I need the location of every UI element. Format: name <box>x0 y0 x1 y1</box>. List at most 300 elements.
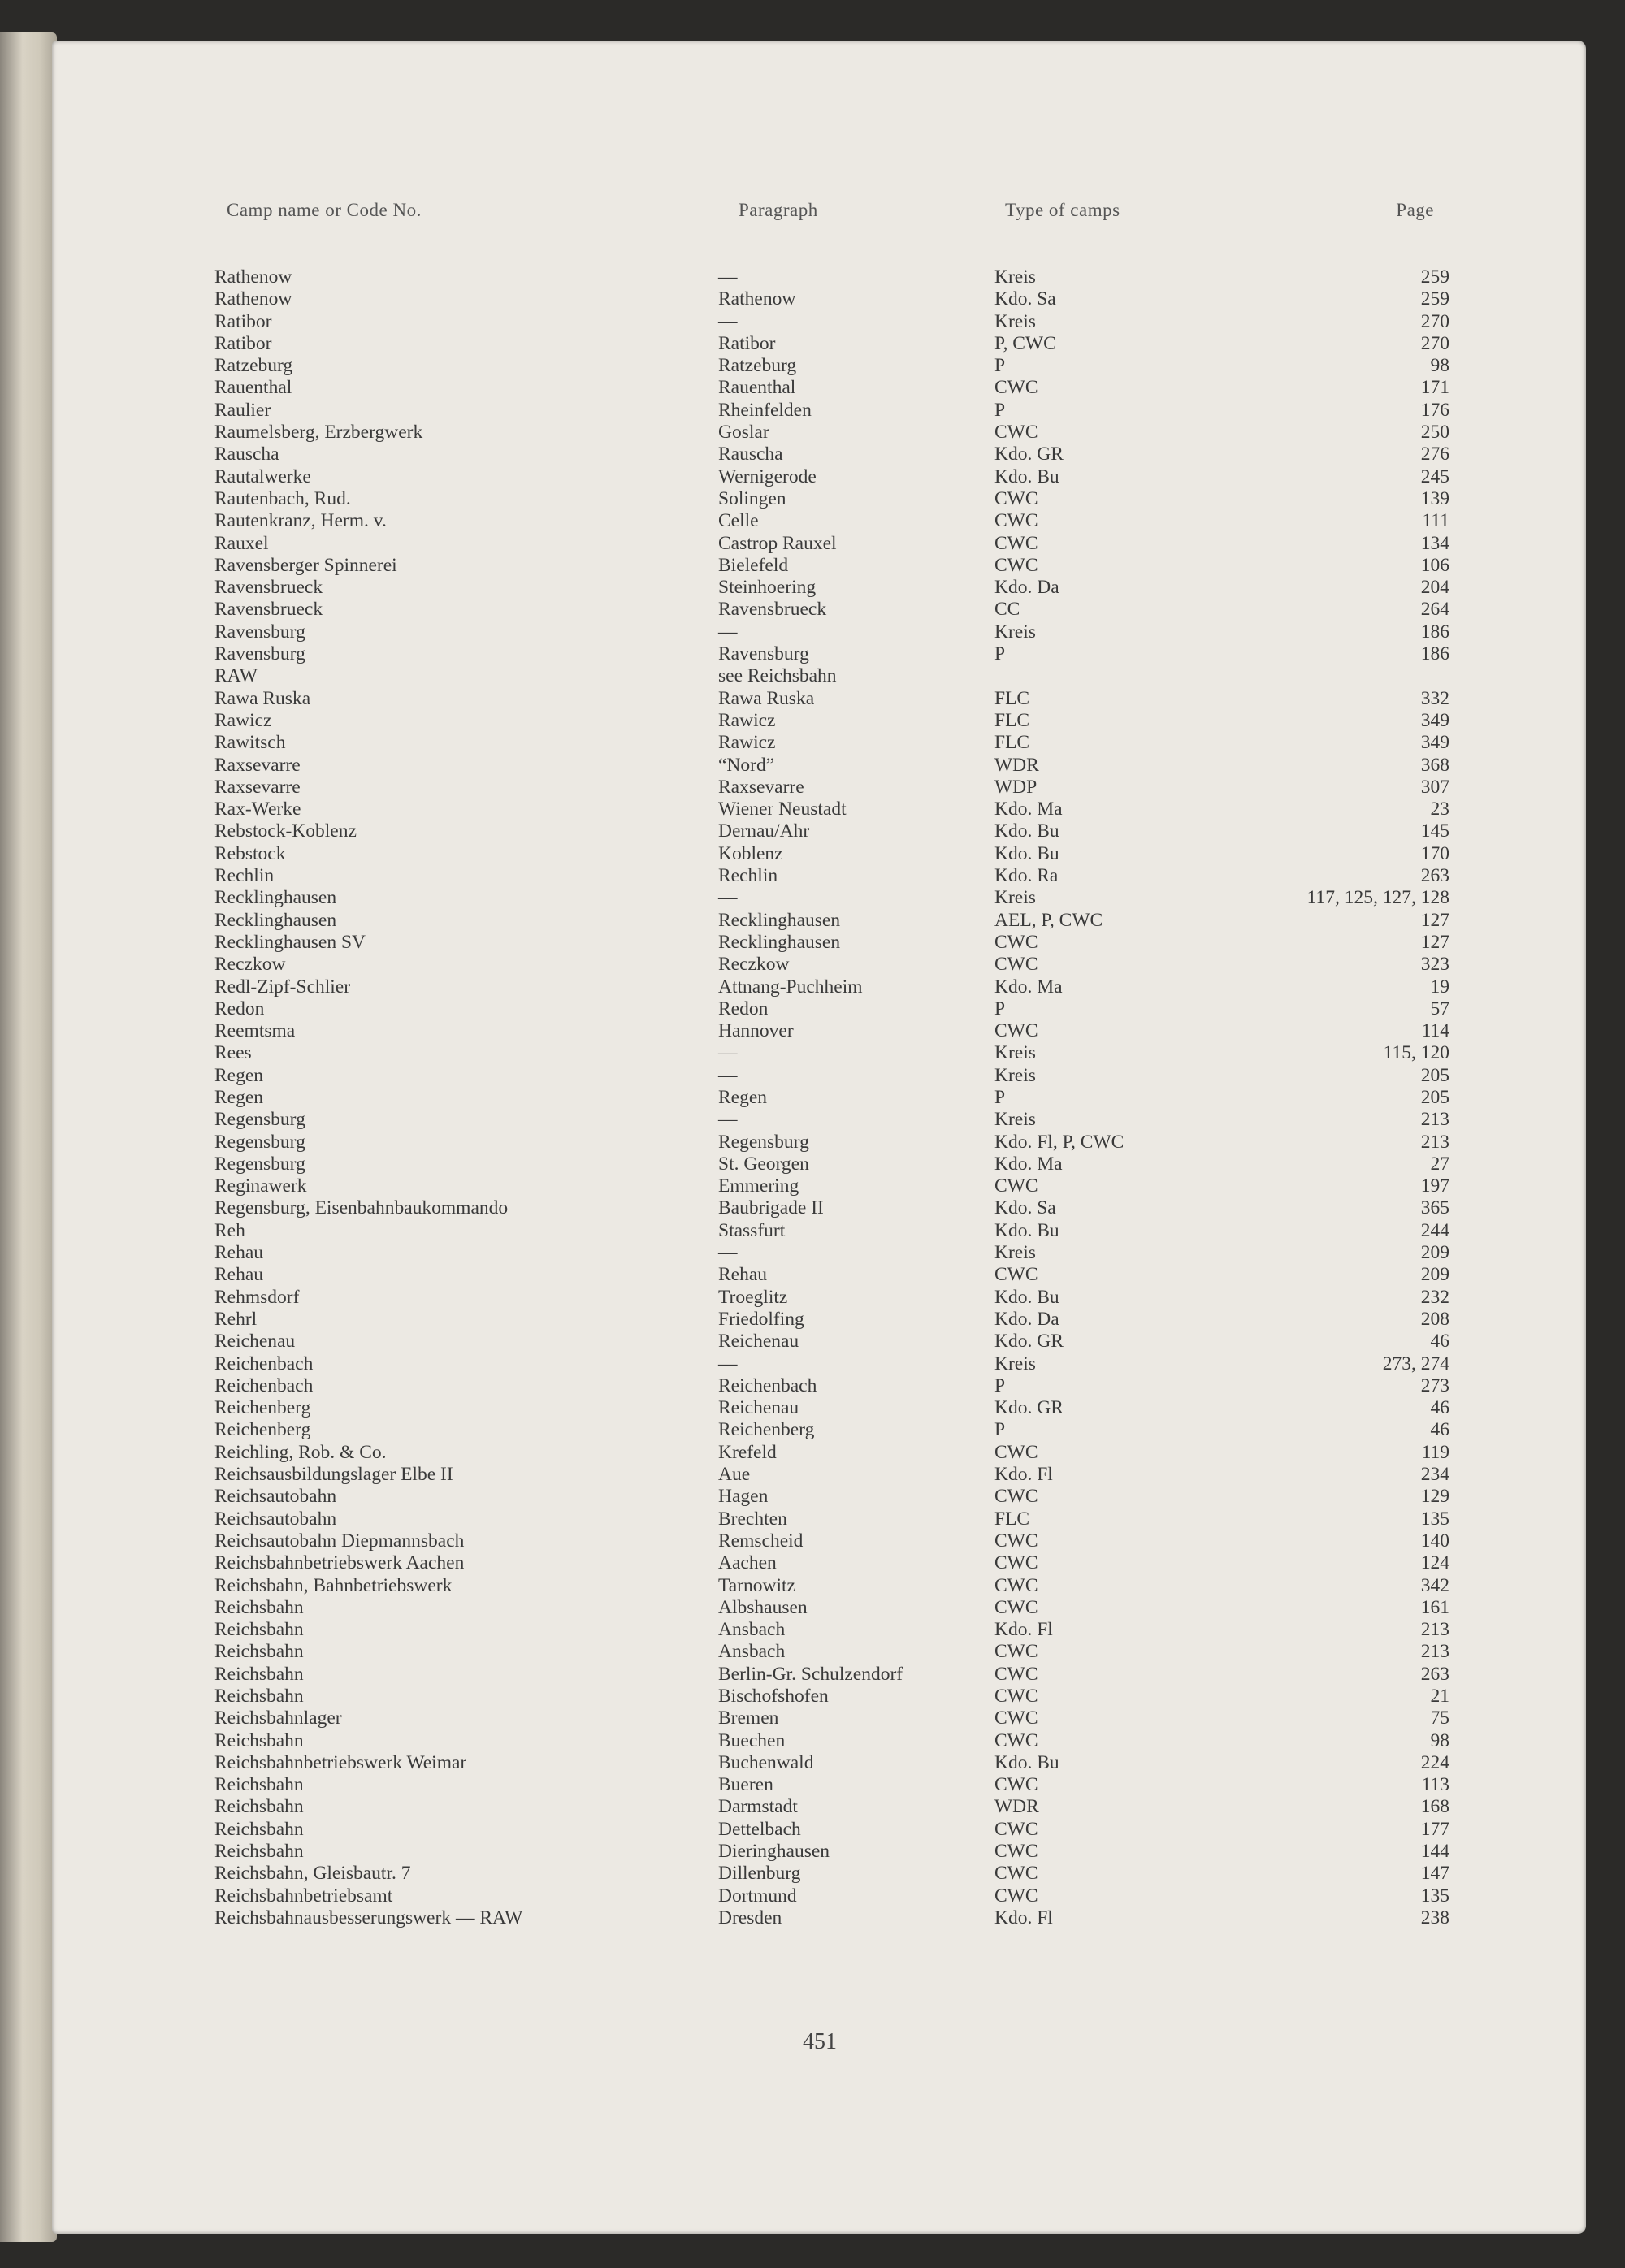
camp-name-cell: Regensburg, Eisenbahnbaukommando <box>214 1197 509 1219</box>
camp-type-cell: P, CWC <box>994 332 1056 354</box>
camp-name-cell: Rautenbach, Rud. <box>214 487 351 509</box>
camp-name-cell: Regen <box>214 1064 264 1086</box>
camp-type-cell: Kreis <box>994 887 1036 909</box>
page-ref-cell: 176 <box>1420 399 1450 421</box>
camp-type-cell: Kreis <box>994 310 1036 332</box>
book-edge <box>0 32 57 2242</box>
camp-name-cell: Rehrl <box>214 1308 258 1330</box>
camp-name-cell: Ravensburg <box>214 621 306 643</box>
camp-name-cell: Raxsevarre <box>214 754 301 776</box>
camp-type-cell: FLC <box>994 687 1030 709</box>
paragraph-cell: Rawicz <box>718 709 776 731</box>
table-row <box>214 377 1450 399</box>
paragraph-cell: Dernau/Ahr <box>718 820 810 842</box>
page-ref-cell: 209 <box>1420 1264 1450 1286</box>
camp-type-cell: Kdo. Bu <box>994 1219 1060 1241</box>
camp-name-cell: Reichsbahn <box>214 1796 304 1818</box>
camp-name-cell: Raumelsberg, Erzbergwerk <box>214 422 423 444</box>
camp-name-cell: Rathenow <box>214 266 292 288</box>
index-table <box>214 266 1450 1929</box>
paragraph-cell: Reichenbach <box>718 1374 817 1396</box>
page-ref-cell: 127 <box>1420 931 1450 953</box>
table-row <box>214 1575 1450 1597</box>
camp-type-cell: CWC <box>994 1574 1038 1596</box>
page-ref-cell: 270 <box>1420 332 1450 354</box>
camp-name-cell: Reichenberg <box>214 1419 311 1441</box>
camp-type-cell: CWC <box>994 1686 1038 1707</box>
page-ref-cell: 213 <box>1420 1109 1450 1131</box>
paragraph-cell: Steinhoering <box>718 577 817 599</box>
table-row <box>214 1907 1450 1929</box>
camp-type-cell: CWC <box>994 1885 1038 1907</box>
page-ref-cell: 177 <box>1420 1818 1450 1840</box>
paragraph-cell: Berlin-Gr. Schulzendorf <box>718 1663 904 1685</box>
camp-type-cell: CWC <box>994 1596 1038 1618</box>
table-row <box>214 643 1450 665</box>
camp-name-cell: Reichsbahnausbesserungswerk — RAW <box>214 1907 523 1928</box>
paragraph-cell: Emmering <box>718 1175 800 1197</box>
camp-name-cell: Reichenbach <box>214 1374 314 1396</box>
camp-type-cell: Kreis <box>994 1042 1036 1064</box>
paragraph-cell: Attnang-Puchheim <box>718 976 863 998</box>
camp-type-cell: FLC <box>994 709 1030 731</box>
table-row <box>214 1065 1450 1087</box>
table-row <box>214 1819 1450 1841</box>
page-ref-cell: 270 <box>1420 310 1450 332</box>
page-ref-cell: 263 <box>1420 1663 1450 1685</box>
camp-name-cell: Reichsbahn <box>214 1596 304 1618</box>
page-ref-cell: 368 <box>1420 754 1450 776</box>
table-row <box>214 1197 1450 1219</box>
camp-type-cell: Kdo. Ma <box>994 1153 1063 1175</box>
page-ref-cell: 250 <box>1420 422 1450 444</box>
paragraph-cell: St. Georgen <box>718 1153 809 1175</box>
paragraph-cell: Recklinghausen <box>718 931 841 953</box>
camp-name-cell: Reichsbahnbetriebswerk Aachen <box>214 1552 465 1574</box>
page-ref-cell: 98 <box>1430 355 1450 377</box>
camp-type-cell: CWC <box>994 1729 1038 1751</box>
camp-type-cell: CWC <box>994 1264 1038 1286</box>
paragraph-cell: — <box>718 310 738 332</box>
camp-name-cell: Reginawerk <box>214 1175 307 1197</box>
paragraph-cell: Aachen <box>718 1552 777 1574</box>
paragraph-cell: Rauscha <box>718 444 783 465</box>
camp-type-cell: Kdo. Bu <box>994 1286 1060 1308</box>
camp-name-cell: Reichsbahnlager <box>214 1707 342 1729</box>
camp-name-cell: Reichsbahn <box>214 1686 304 1707</box>
table-row <box>214 1707 1450 1729</box>
page-ref-cell: 232 <box>1420 1286 1450 1308</box>
camp-type-cell: CWC <box>994 532 1038 554</box>
camp-type-cell: Kreis <box>994 1242 1036 1264</box>
camp-name-cell: Reichsbahn <box>214 1619 304 1641</box>
table-row <box>214 1397 1450 1419</box>
page-ref-cell: 332 <box>1420 687 1450 709</box>
paragraph-cell: — <box>718 887 738 909</box>
table-row <box>214 333 1450 355</box>
page-ref-cell: 213 <box>1420 1619 1450 1641</box>
table-row <box>214 755 1450 777</box>
camp-type-cell: P <box>994 355 1006 377</box>
paragraph-cell: Darmstadt <box>718 1796 798 1818</box>
camp-type-cell: CWC <box>994 1818 1038 1840</box>
table-row <box>214 1109 1450 1131</box>
table-row <box>214 932 1450 954</box>
table-row <box>214 910 1450 932</box>
paragraph-cell: Rheinfelden <box>718 399 812 421</box>
page-ref-cell: 140 <box>1420 1530 1450 1552</box>
paragraph-cell: — <box>718 621 738 643</box>
page-number: 451 <box>803 2029 837 2054</box>
table-row <box>214 710 1450 732</box>
camp-name-cell: Raxsevarre <box>214 776 301 798</box>
camp-name-cell: Reczkow <box>214 954 286 976</box>
camp-name-cell: Rehau <box>214 1242 264 1264</box>
camp-type-cell: FLC <box>994 1508 1030 1530</box>
paragraph-cell: Buchenwald <box>718 1751 814 1773</box>
camp-name-cell: Rautenkranz, Herm. v. <box>214 510 387 532</box>
page-ref-cell: 98 <box>1430 1729 1450 1751</box>
table-row <box>214 1885 1450 1907</box>
camp-name-cell: Reichling, Rob. & Co. <box>214 1441 387 1463</box>
paragraph-cell: Dettelbach <box>718 1818 801 1840</box>
paragraph-cell: Wiener Neustadt <box>718 799 847 820</box>
table-row <box>214 820 1450 842</box>
paragraph-cell: — <box>718 1242 738 1264</box>
page-ref-cell: 205 <box>1420 1064 1450 1086</box>
paragraph-cell: Reichenberg <box>718 1419 815 1441</box>
camp-name-cell: Regen <box>214 1086 264 1108</box>
page-ref-cell: 186 <box>1420 643 1450 665</box>
page-ref-cell: 135 <box>1420 1885 1450 1907</box>
paragraph-cell: Tarnowitz <box>718 1574 795 1596</box>
table-row <box>214 1841 1450 1863</box>
table-row <box>214 1242 1450 1264</box>
paragraph-cell: Hannover <box>718 1020 794 1042</box>
camp-type-cell: Kdo. Sa <box>994 288 1056 310</box>
camp-type-cell: P <box>994 1419 1006 1441</box>
table-row <box>214 422 1450 444</box>
camp-name-cell: Reichsbahn <box>214 1774 304 1796</box>
page-ref-cell: 145 <box>1420 820 1450 842</box>
table-row <box>214 1664 1450 1686</box>
page-ref-cell: 245 <box>1420 465 1450 487</box>
camp-type-cell: Kdo. Ma <box>994 799 1063 820</box>
page-ref-cell: 171 <box>1420 377 1450 399</box>
page-ref-cell: 205 <box>1420 1086 1450 1108</box>
camp-type-cell: Kdo. Bu <box>994 842 1060 864</box>
paragraph-cell: Redon <box>718 998 769 1019</box>
table-row <box>214 1730 1450 1752</box>
camp-name-cell: Ratzeburg <box>214 355 293 377</box>
camp-name-cell: Rathenow <box>214 288 292 310</box>
table-row <box>214 1774 1450 1796</box>
camp-name-cell: Rautalwerke <box>214 465 311 487</box>
page-ref-cell: 119 <box>1421 1441 1450 1463</box>
camp-type-cell: Kdo. Fl <box>994 1907 1053 1928</box>
table-row <box>214 555 1450 577</box>
camp-type-cell: Kdo. Da <box>994 1308 1060 1330</box>
paragraph-cell: Stassfurt <box>718 1219 786 1241</box>
page-ref-cell: 124 <box>1420 1552 1450 1574</box>
table-row <box>214 311 1450 333</box>
page-ref-cell: 259 <box>1420 288 1450 310</box>
camp-type-cell: Kreis <box>994 1109 1036 1131</box>
paragraph-cell: Dillenburg <box>718 1863 801 1885</box>
paragraph-cell: Remscheid <box>718 1530 804 1552</box>
page-ref-cell: 213 <box>1420 1641 1450 1663</box>
camp-name-cell: Rehau <box>214 1264 264 1286</box>
camp-name-cell: Ravensburg <box>214 643 306 665</box>
paragraph-cell: Ravensburg <box>718 643 809 665</box>
table-row <box>214 1042 1450 1064</box>
paragraph-cell: — <box>718 266 738 288</box>
paragraph-cell: Recklinghausen <box>718 909 841 931</box>
camp-name-cell: Rebstock <box>214 842 286 864</box>
page-ref-cell: 23 <box>1430 799 1450 820</box>
camp-name-cell: Redl-Zipf-Schlier <box>214 976 351 998</box>
table-row <box>214 444 1450 465</box>
table-row <box>214 777 1450 799</box>
camp-type-cell: Kreis <box>994 1353 1036 1374</box>
page-ref-cell: 170 <box>1420 842 1450 864</box>
page-ref-cell: 204 <box>1420 577 1450 599</box>
page-ref-cell: 46 <box>1430 1331 1450 1353</box>
camp-type-cell: CWC <box>994 1441 1038 1463</box>
camp-type-cell: CWC <box>994 1020 1038 1042</box>
camp-name-cell: Regensburg <box>214 1131 306 1153</box>
table-row <box>214 1419 1450 1441</box>
camp-type-cell: Kdo. GR <box>994 444 1064 465</box>
camp-type-cell: FLC <box>994 732 1030 754</box>
camp-type-cell: P <box>994 998 1006 1019</box>
table-row <box>214 621 1450 643</box>
camp-name-cell: Reichenberg <box>214 1397 311 1419</box>
camp-type-cell: CC <box>994 599 1020 621</box>
camp-name-cell: Reichsbahn <box>214 1663 304 1685</box>
page-ref-cell: 224 <box>1420 1751 1450 1773</box>
camp-type-cell: P <box>994 399 1006 421</box>
camp-name-cell: Recklinghausen SV <box>214 931 366 953</box>
paragraph-cell: Solingen <box>718 487 786 509</box>
paragraph-cell: Bischofshofen <box>718 1686 829 1707</box>
camp-name-cell: Rechlin <box>214 865 275 887</box>
camp-name-cell: Reichsbahn <box>214 1841 304 1863</box>
camp-name-cell: Ravensbrueck <box>214 577 323 599</box>
page-ref-cell: 139 <box>1420 487 1450 509</box>
camp-name-cell: Ratibor <box>214 332 272 354</box>
camp-type-cell: Kdo. GR <box>994 1397 1064 1419</box>
table-row <box>214 665 1450 687</box>
camp-type-cell: Kdo. Sa <box>994 1197 1056 1219</box>
document-page <box>52 41 1586 2234</box>
table-row <box>214 1464 1450 1486</box>
camp-type-cell: Kdo. Da <box>994 577 1060 599</box>
header-paragraph: Paragraph <box>739 200 818 220</box>
page-ref-cell: 168 <box>1420 1796 1450 1818</box>
table-row <box>214 488 1450 510</box>
page-ref-cell: 144 <box>1420 1841 1450 1863</box>
table-row <box>214 1287 1450 1309</box>
camp-type-cell: CWC <box>994 487 1038 509</box>
camp-type-cell: CWC <box>994 1552 1038 1574</box>
camp-name-cell: Reichsbahn <box>214 1641 304 1663</box>
page-ref-cell: 117, 125, 127, 128 <box>1306 887 1450 909</box>
page-ref-cell: 365 <box>1420 1197 1450 1219</box>
page-ref-cell: 263 <box>1420 865 1450 887</box>
table-row <box>214 288 1450 310</box>
camp-name-cell: Reichsbahnbetriebswerk Weimar <box>214 1751 467 1773</box>
camp-name-cell: Rawitsch <box>214 732 286 754</box>
page-ref-cell: 238 <box>1420 1907 1450 1928</box>
table-row <box>214 1508 1450 1530</box>
paragraph-cell: Reichenau <box>718 1331 800 1353</box>
paragraph-cell: Ratzeburg <box>718 355 797 377</box>
paragraph-cell: Regen <box>718 1086 768 1108</box>
paragraph-cell: Friedolfing <box>718 1308 804 1330</box>
paragraph-cell: Ansbach <box>718 1641 786 1663</box>
camp-type-cell: CWC <box>994 1707 1038 1729</box>
table-row <box>214 1442 1450 1464</box>
header-page: Page <box>1396 200 1434 220</box>
table-row <box>214 1863 1450 1885</box>
paragraph-cell: Krefeld <box>718 1441 777 1463</box>
table-row <box>214 954 1450 976</box>
camp-type-cell: WDR <box>994 1796 1039 1818</box>
camp-name-cell: Redon <box>214 998 265 1019</box>
table-row <box>214 1530 1450 1552</box>
paragraph-cell: Koblenz <box>718 842 783 864</box>
paragraph-cell: Wernigerode <box>718 465 817 487</box>
camp-type-cell: Kdo. Ma <box>994 976 1063 998</box>
camp-name-cell: RAW <box>214 665 258 687</box>
camp-name-cell: Reichsautobahn <box>214 1486 337 1508</box>
table-row <box>214 1641 1450 1663</box>
page-ref-cell: 161 <box>1420 1596 1450 1618</box>
camp-name-cell: Rauenthal <box>214 377 292 399</box>
paragraph-cell: Bremen <box>718 1707 779 1729</box>
camp-type-cell: Kdo. Bu <box>994 820 1060 842</box>
page-ref-cell: 209 <box>1420 1242 1450 1264</box>
table-row <box>214 577 1450 599</box>
page-ref-cell: 129 <box>1420 1486 1450 1508</box>
paragraph-cell: Hagen <box>718 1486 769 1508</box>
page-ref-cell: 323 <box>1420 954 1450 976</box>
table-row <box>214 1331 1450 1353</box>
camp-type-cell: CWC <box>994 510 1038 532</box>
page-ref-cell: 115, 120 <box>1383 1042 1450 1064</box>
table-row <box>214 510 1450 532</box>
paragraph-cell: Ratibor <box>718 332 776 354</box>
page-ref-cell: 213 <box>1420 1131 1450 1153</box>
camp-type-cell: P <box>994 1086 1006 1108</box>
camp-type-cell: Kdo. Bu <box>994 1751 1060 1773</box>
page-ref-cell: 46 <box>1430 1419 1450 1441</box>
paragraph-cell: Goslar <box>718 422 769 444</box>
camp-type-cell: P <box>994 1374 1006 1396</box>
paragraph-cell: Aue <box>718 1464 751 1486</box>
camp-type-cell: Kdo. Fl <box>994 1619 1053 1641</box>
table-row <box>214 998 1450 1020</box>
table-row <box>214 400 1450 422</box>
table-row <box>214 266 1450 288</box>
paragraph-cell: Rawa Ruska <box>718 687 815 709</box>
table-row <box>214 732 1450 754</box>
camp-type-cell: CWC <box>994 931 1038 953</box>
table-row <box>214 466 1450 488</box>
camp-type-cell: CWC <box>994 1641 1038 1663</box>
camp-type-cell: Kreis <box>994 266 1036 288</box>
camp-name-cell: Ravensbrueck <box>214 599 323 621</box>
paragraph-cell: “Nord” <box>718 754 775 776</box>
camp-name-cell: Reichsbahn <box>214 1729 304 1751</box>
page-ref-cell: 57 <box>1430 998 1450 1019</box>
table-row <box>214 1353 1450 1375</box>
camp-type-cell: AEL, P, CWC <box>994 909 1103 931</box>
table-row <box>214 1486 1450 1508</box>
paragraph-cell: Buechen <box>718 1729 786 1751</box>
camp-name-cell: Reichsautobahn <box>214 1508 337 1530</box>
page-ref-cell: 46 <box>1430 1397 1450 1419</box>
page-ref-cell: 186 <box>1420 621 1450 643</box>
paragraph-cell: Rawicz <box>718 732 776 754</box>
camp-type-cell: CWC <box>994 1175 1038 1197</box>
paragraph-cell: Rehau <box>718 1264 768 1286</box>
table-row <box>214 1264 1450 1286</box>
paragraph-cell: Bielefeld <box>718 554 789 576</box>
camp-name-cell: Reichenau <box>214 1331 296 1353</box>
camp-type-cell: P <box>994 643 1006 665</box>
camp-type-cell: CWC <box>994 1841 1038 1863</box>
table-row <box>214 843 1450 865</box>
camp-name-cell: Reemtsma <box>214 1020 296 1042</box>
table-row <box>214 1175 1450 1197</box>
camp-type-cell: CWC <box>994 954 1038 976</box>
table-row <box>214 1597 1450 1619</box>
paragraph-cell: Celle <box>718 510 759 532</box>
table-row <box>214 1153 1450 1175</box>
camp-name-cell: Rees <box>214 1042 252 1064</box>
page-ref-cell: 27 <box>1430 1153 1450 1175</box>
paragraph-cell: Castrop Rauxel <box>718 532 837 554</box>
camp-name-cell: Reichsautobahn Diepmannsbach <box>214 1530 465 1552</box>
page-ref-cell: 111 <box>1422 510 1450 532</box>
paragraph-cell: — <box>718 1064 738 1086</box>
header-type-of-camps: Type of camps <box>1005 200 1120 220</box>
camp-type-cell: CWC <box>994 377 1038 399</box>
page-ref-cell: 273 <box>1420 1374 1450 1396</box>
camp-name-cell: Reichsausbildungslager Elbe II <box>214 1464 453 1486</box>
table-row <box>214 533 1450 555</box>
paragraph-cell: Dresden <box>718 1907 782 1928</box>
camp-type-cell: Kreis <box>994 621 1036 643</box>
table-row <box>214 1619 1450 1641</box>
page-ref-cell: 273, 274 <box>1382 1353 1450 1374</box>
page-ref-cell: 134 <box>1420 532 1450 554</box>
camp-type-cell: Kdo. Fl <box>994 1464 1053 1486</box>
table-row <box>214 1087 1450 1109</box>
table-row <box>214 887 1450 909</box>
camp-type-cell: CWC <box>994 1774 1038 1796</box>
page-ref-cell: 21 <box>1430 1686 1450 1707</box>
paragraph-cell: Reichenau <box>718 1397 800 1419</box>
camp-type-cell: Kreis <box>994 1064 1036 1086</box>
header-camp-name: Camp name or Code No. <box>227 200 422 220</box>
camp-type-cell: Kdo. Fl, P, CWC <box>994 1131 1124 1153</box>
paragraph-cell: Regensburg <box>718 1131 809 1153</box>
camp-name-cell: Regensburg <box>214 1109 306 1131</box>
page-ref-cell: 234 <box>1420 1464 1450 1486</box>
